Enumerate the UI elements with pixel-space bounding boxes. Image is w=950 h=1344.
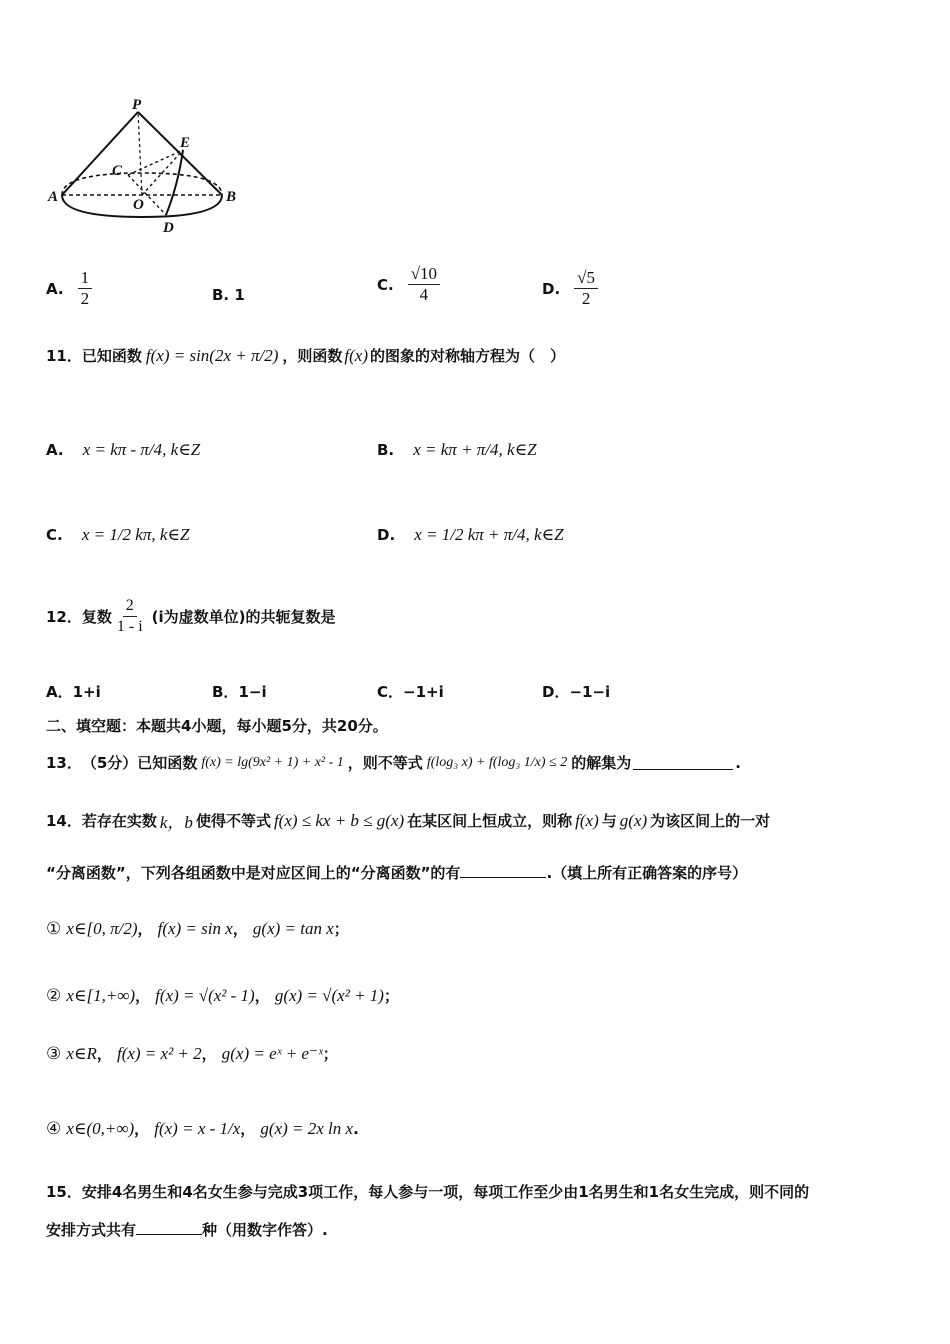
q12-fraction: $\frac{2}{1 - i}$ (116, 597, 143, 635)
q12-option-c: C．−1+i (377, 683, 444, 701)
edge-PA (62, 112, 138, 195)
q15-stem-line2: 安排方式共有 种（用数字作答）. (46, 1221, 328, 1239)
base-back (62, 173, 222, 195)
q12-option-a: A．1+i (46, 683, 101, 701)
q10-option-a: A. $\frac{1}{2}$ (46, 268, 94, 309)
seg-OP (138, 112, 142, 195)
q14-answer-blank[interactable] (460, 863, 546, 878)
label-D: D (163, 220, 174, 236)
q15-answer-blank[interactable] (136, 1220, 202, 1235)
q14-item-4: ④ x∈(0,+∞)， f(x) = x - 1/x， g(x) = 2x ln x. (46, 1119, 359, 1138)
q11-option-a: A. x = kπ - π/4, k∈Z (46, 440, 201, 459)
label-A: A (48, 189, 59, 205)
q11-option-d: D. x = 1/2 kπ + π/4, k∈Z (377, 525, 564, 544)
label-O: O (133, 197, 144, 213)
q10-option-d: D. $\frac{√5}{2}$ (542, 268, 600, 309)
q12-option-b: B．1−i (212, 683, 267, 701)
q14-item-3: ③ x∈R， f(x) = x² + 2， g(x) = eˣ + e⁻ˣ； (46, 1044, 338, 1063)
q14-stem-line1: 14． 若存在实数 k，b 使得不等式 f(x) ≤ kx + b ≤ g(x) 在某区间上恒成立，则称 f(x) 与 g(x) 为该区间上的一对 (46, 810, 771, 832)
curve-ED (166, 150, 183, 215)
q15-stem-line1: 15．安排4名男生和4名女生参与完成3项工作，每人参与一项，每项工作至少由1名男生和1名女生完成，则不同的 (46, 1183, 810, 1201)
label-E: E (180, 135, 191, 151)
q13-stem: 13． （5分）已知函数 f(x) = lg(9x² + 1) + x² - 1 ，则不等式 f(log₃ x) + f(log₃ 1/x) ≤ 2 的解集为 . (46, 753, 741, 772)
q12-stem: 12． 复数 $\frac{2}{1 - i}$ (i为虚数单位)的共轭复数是 (46, 597, 336, 635)
q14-item-2: ② x∈[1,+∞)， f(x) = √(x² - 1)， g(x) = √(x² + 1)； (46, 986, 399, 1005)
section-title: 二、填空题：本题共4小题，每小题5分，共20分。 (46, 717, 388, 735)
label-C: C (112, 163, 123, 179)
label-B: B (226, 189, 237, 205)
cone-figure (40, 95, 250, 240)
label-P: P (132, 97, 142, 113)
q10-option-b: B. 1 (212, 286, 245, 304)
q11-option-b: B. x = kπ + π/4, k∈Z (377, 440, 537, 459)
q14-item-1: ① x∈[0, π/2)， f(x) = sin x， g(x) = tan x； (46, 919, 349, 938)
q14-stem-line2: “分离函数”，下列各组函数中是对应区间上的“分离函数”的有 .（填上所有正确答案的序号） (46, 864, 748, 882)
q13-answer-blank[interactable] (633, 755, 733, 770)
q11-option-c: C. x = 1/2 kπ, k∈Z (46, 525, 190, 544)
q12-option-d: D．−1−i (542, 683, 611, 701)
q11-stem: 11． 已知函数 f(x) = sin(2x + π/2) ，则函数 f(x) 的图象的对称轴方程为（ ） (46, 345, 565, 365)
q11-func: f(x) = sin(2x + π/2) (145, 345, 279, 365)
q10-option-c: C. $\frac{√10}{4}$ (377, 264, 442, 305)
seg-CE (128, 150, 183, 175)
